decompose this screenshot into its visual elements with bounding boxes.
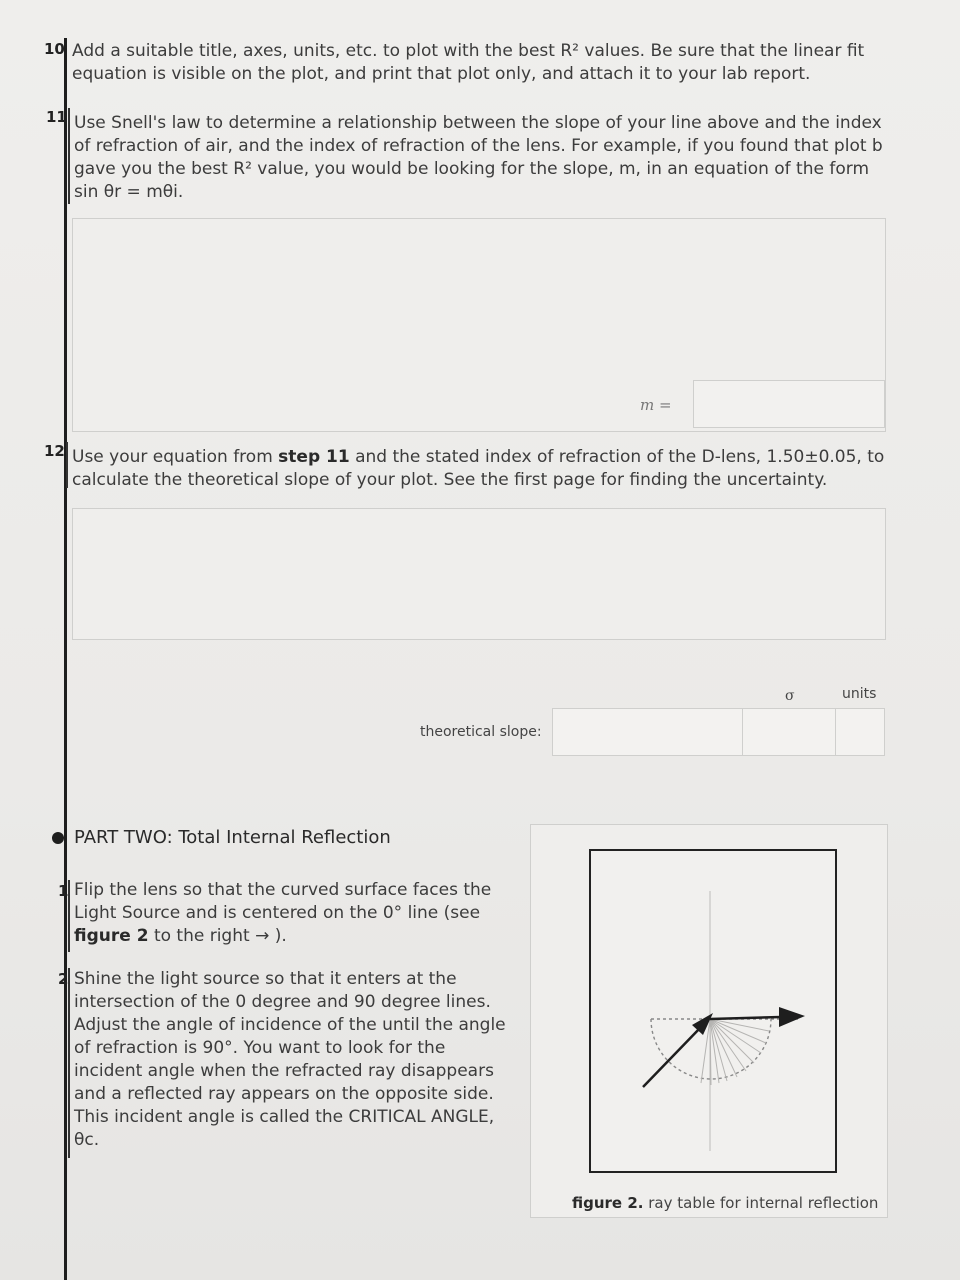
p2-step-2-text: Shine the light source so that it enters at the intersection of the 0 degree and 90 degree lines. Adjust the angle of incidence of the until the angle of refraction is 90°. You want to look for the incident angle when the refracted ray disappears and a reflected ray appears on the opposite side. This incident angle is called the CRITICAL ANGLE, θc. bbox=[74, 969, 506, 1150]
slope-m-label: m = bbox=[640, 396, 672, 414]
step-12-number: 12 bbox=[44, 442, 65, 460]
step-11-rule bbox=[68, 108, 70, 204]
theoretical-slope-label: theoretical slope: bbox=[420, 724, 542, 740]
step-10-number: 10 bbox=[44, 40, 65, 58]
ray-table-diagram bbox=[589, 849, 837, 1173]
p2-step-1-number: 1 bbox=[58, 882, 69, 900]
p2-step-1-text: Flip the lens so that the curved surface faces the Light Source and is centered on the 0° line (see figure 2 to the right → ). bbox=[74, 880, 492, 946]
sigma-column-label: σ bbox=[785, 688, 795, 704]
refracted-ray bbox=[710, 1017, 781, 1019]
section-bullet bbox=[52, 832, 64, 844]
margin-rule bbox=[64, 38, 67, 1280]
figure-2-caption: figure 2. ray table for internal reflection bbox=[572, 1194, 879, 1212]
units-column-label: units bbox=[842, 686, 877, 702]
ray-diagram-svg bbox=[591, 851, 835, 1171]
refracted-ray-arrowhead bbox=[779, 1007, 805, 1027]
step-12-rule bbox=[66, 442, 68, 488]
p2-step-2-rule bbox=[68, 968, 70, 1158]
step-12-answer-area[interactable] bbox=[72, 508, 886, 640]
step-11-number: 11 bbox=[46, 108, 67, 126]
angle-ticks bbox=[701, 1019, 769, 1085]
sigma-input[interactable] bbox=[742, 708, 837, 756]
p2-step-2-number: 2 bbox=[58, 970, 69, 988]
slope-m-input[interactable] bbox=[693, 380, 885, 428]
incident-ray bbox=[643, 1027, 701, 1087]
units-input[interactable] bbox=[835, 708, 885, 756]
step-12-text: Use your equation from step 11 and the stated index of refraction of the D-lens, 1.50±0.05, to calculate the theoretical slope of your plot. See the first page for finding the uncertainty. bbox=[72, 447, 885, 490]
p2-step-1-rule bbox=[68, 880, 70, 952]
part-two-heading: PART TWO: Total Internal Reflection bbox=[74, 827, 391, 848]
step-10-text: Add a suitable title, axes, units, etc. to plot with the best R² values. Be sure that the linear fit equation is visible on the plot, and print that plot only, and attach it to your lab report. bbox=[72, 41, 865, 84]
step-11-text: Use Snell's law to determine a relationship between the slope of your line above and the index of refraction of air, and the index of refraction of the lens. For example, if you found that plot b gave you the best R² value, you would be looking for the slope, m, in an equation of the form sin θr = mθi. bbox=[74, 113, 883, 202]
theoretical-slope-input[interactable] bbox=[552, 708, 744, 756]
